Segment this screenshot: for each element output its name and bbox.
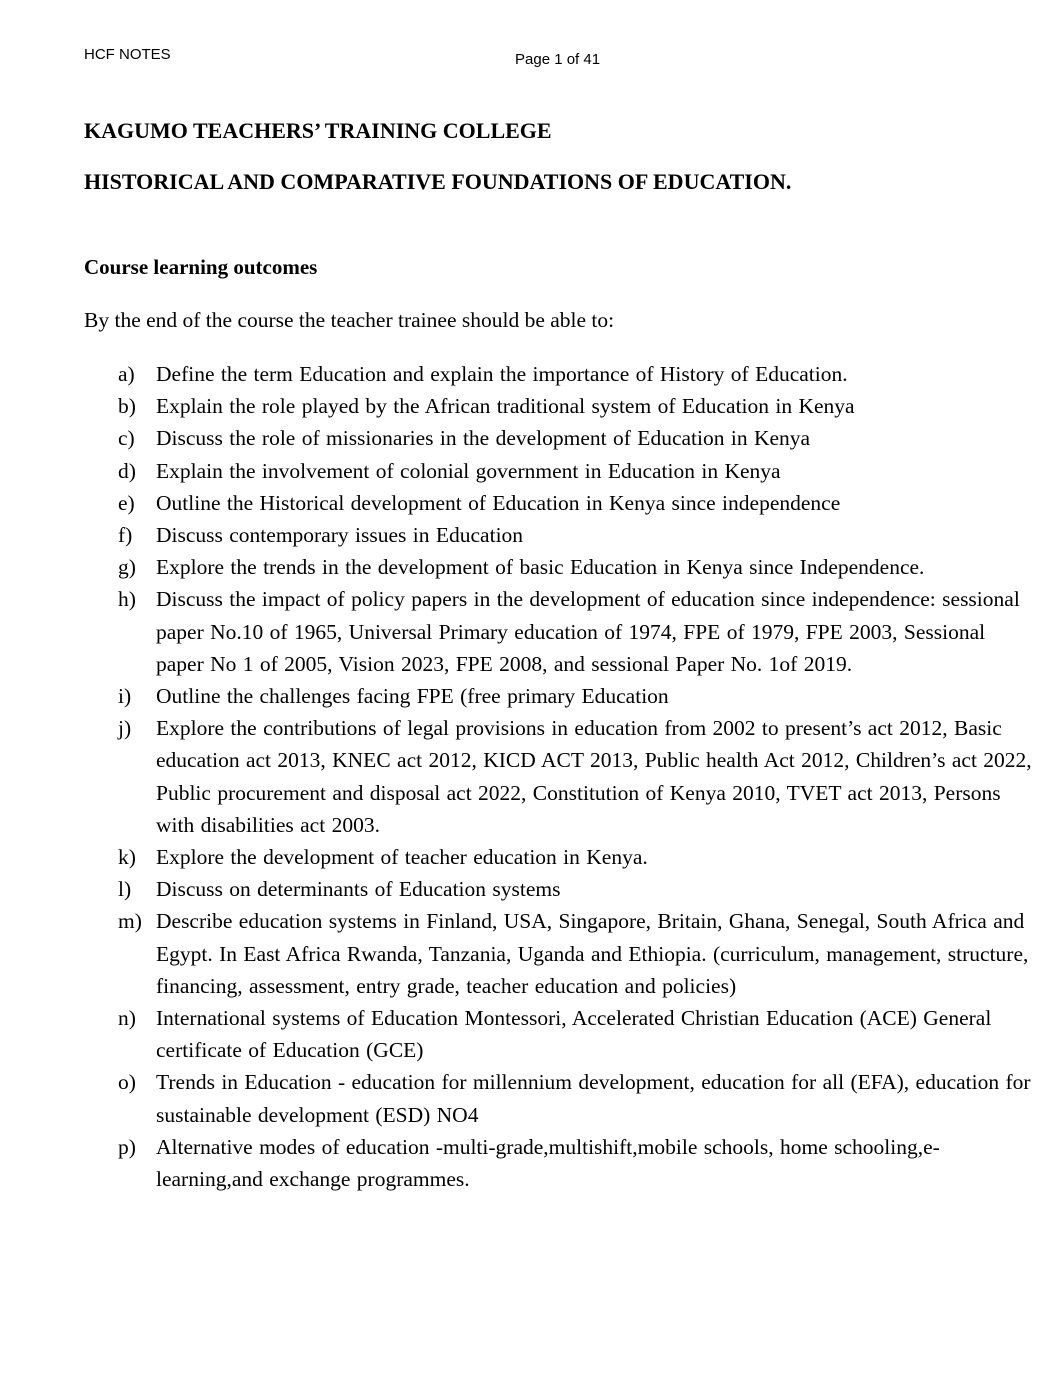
- list-item-text: Outline the Historical development of Education in Kenya since independence: [156, 490, 841, 515]
- header-doc-label: HCF NOTES: [84, 46, 171, 63]
- list-item: [118, 905, 1034, 1002]
- list-marker: c): [118, 426, 135, 451]
- list-item: [118, 1066, 1034, 1130]
- list-item: [118, 1131, 1034, 1195]
- list-item-text: Discuss the impact of policy papers in the development of education since independence: sessional paper No.10 of 1965, Universal Primary education of 1974, FPE of 1979, FPE 2003, Sessional paper No 1 of 2005, Vision 2023, FPE 2008, and sessional Paper No. 1of 2019.: [156, 587, 1020, 676]
- list-item: [118, 680, 1034, 712]
- list-item-text: Explain the role played by the African traditional system of Education in Kenya: [156, 394, 855, 419]
- list-item-text: Trends in Education - education for millennium development, education for all (EFA), education for sustainable development (ESD) NO4: [156, 1070, 1031, 1127]
- list-marker: l): [118, 877, 132, 902]
- list-marker: m): [118, 909, 142, 934]
- course-title: HISTORICAL AND COMPARATIVE FOUNDATIONS OF EDUCATION.: [84, 169, 792, 194]
- list-item: [118, 358, 1034, 390]
- list-item-text: Define the term Education and explain the importance of History of Education.: [156, 362, 848, 386]
- list-item: [118, 841, 1034, 873]
- list-marker: g): [118, 555, 136, 580]
- list-marker: a): [118, 362, 135, 386]
- list-item-text: International systems of Education Montessori, Accelerated Christian Education (ACE) General certificate of Education (GCE): [156, 1006, 992, 1063]
- section-intro: By the end of the course the teacher trainee should be able to:: [84, 308, 615, 332]
- list-item: [118, 390, 1034, 422]
- list-item: [118, 551, 1034, 583]
- list-item: [118, 455, 1034, 487]
- list-item-text: Explain the involvement of colonial government in Education in Kenya: [156, 458, 781, 483]
- list-marker: e): [118, 490, 135, 515]
- list-item: [118, 583, 1034, 680]
- list-item: [118, 873, 1034, 905]
- list-item-text: Discuss contemporary issues in Education: [156, 523, 524, 548]
- list-marker: f): [118, 523, 133, 548]
- list-item-text: Describe education systems in Finland, USA, Singapore, Britain, Ghana, Senegal, South Africa and Egypt. In East Africa Rwanda, Tanzania, Uganda and Ethiopia. (curriculum, management, structure, financing, assessment, entry grade, teacher education and policies): [156, 909, 1029, 998]
- list-item: [118, 1002, 1034, 1066]
- list-marker: j): [118, 716, 132, 741]
- list-item-text: Discuss the role of missionaries in the development of Education in Kenya: [156, 426, 811, 451]
- list-item-text: Explore the development of teacher education in Kenya.: [156, 845, 648, 870]
- outcomes-list: [118, 358, 1034, 1195]
- list-item: [118, 487, 1034, 519]
- list-item-text: Explore the trends in the development of basic Education in Kenya since Independence.: [156, 555, 925, 580]
- list-item-text: Discuss on determinants of Education systems: [156, 877, 561, 902]
- list-item-text: Explore the contributions of legal provisions in education from 2002 to present’s act 2012, Basic education act 2013, KNEC act 2012, KICD ACT 2013, Public health Act 2012, Children’s act 2022, Public procurement and disposal act 2022, Constitution of Kenya 2010, TVET act 2013, Persons with disabilities act 2003.: [156, 716, 1032, 837]
- list-marker: n): [118, 1006, 136, 1031]
- list-marker: d): [118, 458, 136, 483]
- list-marker: h): [118, 587, 136, 612]
- list-item: [118, 422, 1034, 454]
- list-marker: k): [118, 845, 136, 870]
- list-marker: i): [118, 684, 132, 709]
- list-item-text: Alternative modes of education -multi-grade,multishift,mobile schools, home schooling,e-learning,and exchange programmes.: [156, 1134, 940, 1192]
- list-marker: p): [118, 1134, 136, 1159]
- section-heading: Course learning outcomes: [84, 255, 318, 279]
- list-item-text: Outline the challenges facing FPE (free primary Education: [156, 684, 669, 709]
- list-item: [118, 519, 1034, 551]
- college-title: KAGUMO TEACHERS’ TRAINING COLLEGE: [84, 118, 552, 143]
- list-marker: b): [118, 394, 136, 419]
- list-item: [118, 712, 1034, 841]
- header-page-number: Page 1 of 41: [515, 51, 601, 68]
- list-marker: o): [118, 1070, 136, 1095]
